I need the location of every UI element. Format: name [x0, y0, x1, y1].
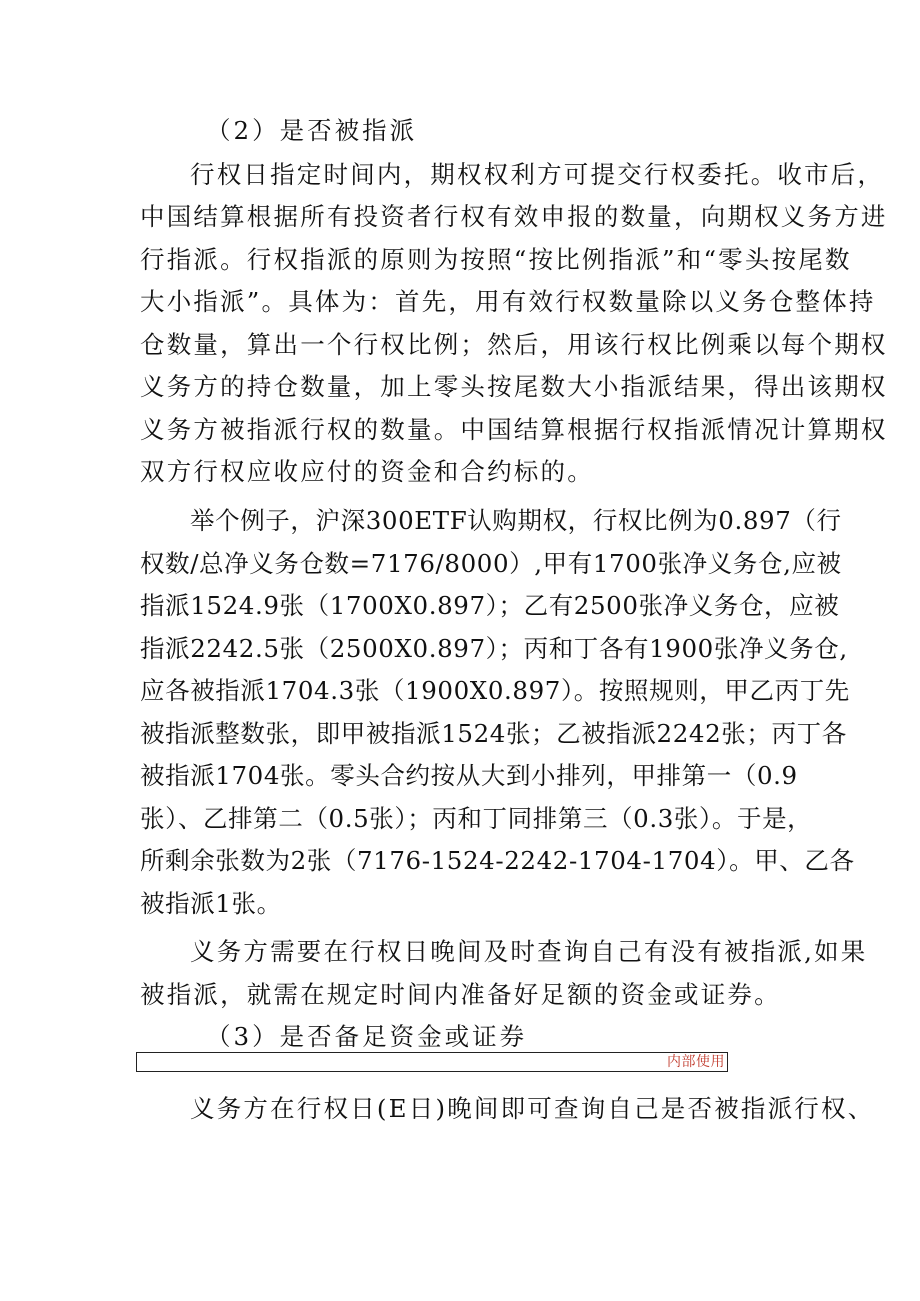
paragraph-1-line: 行权日指定时间内，期权权利方可提交行权委托。收市后， [190, 160, 885, 189]
paragraph-2-line: 指派1524.9张（1700X0.897）；乙有2500张净义务仓，应被 [140, 591, 840, 620]
internal-use-footer [136, 1052, 728, 1072]
paragraph-2-line: 所剩余张数为2张（7176-1524-2242-1704-1704）。甲、乙各 [140, 846, 855, 875]
paragraph-3-line: 义务方需要在行权日晚间及时查询自己有没有被指派,如果 [190, 937, 868, 966]
paragraph-1-line: 双方行权应收应付的资金和合约标的。 [140, 457, 594, 486]
paragraph-1-line: 中国结算根据所有投资者行权有效申报的数量，向期权义务方进 [140, 202, 888, 231]
paragraph-2-line: 应各被指派1704.3张（1900X0.897）。按照规则，甲乙丙丁先 [140, 676, 850, 705]
paragraph-1-line: 义务方被指派行权的数量。中国结算根据行权指派情况计算期权 [140, 415, 888, 444]
paragraph-2-line: 举个例子，沪深300ETF认购期权，行权比例为0.897（行 [190, 506, 842, 535]
paragraph-4-line: 义务方在行权日(E日)晚间即可查询自己是否被指派行权、 [190, 1094, 875, 1123]
paragraph-2-line: 指派2242.5张（2500X0.897）；丙和丁各有1900张净义务仓, [140, 634, 848, 663]
paragraph-2-line: 被指派整数张，即甲被指派1524张；乙被指派2242张；丙丁各 [140, 719, 847, 748]
section-heading-2: （2）是否被指派 [206, 116, 418, 145]
internal-use-label: 内部使用 [667, 1054, 725, 1070]
paragraph-1-line: 大小指派”。具体为：首先，用有效行权数量除以义务仓整体持 [140, 287, 876, 316]
paragraph-2-line: 权数/总净义务仓数=7176/8000）,甲有1700张净义务仓,应被 [140, 549, 842, 578]
paragraph-1-line: 义务方的持仓数量，加上零头按尾数大小指派结果，得出该期权 [140, 372, 888, 401]
paragraph-2-line: 被指派1张。 [140, 889, 282, 918]
paragraph-2-line: 张）、乙排第二（0.5张）；丙和丁同排第三（0.3张）。于是， [140, 804, 813, 833]
paragraph-1-line: 仓数量，算出一个行权比例；然后，用该行权比例乘以每个期权 [140, 330, 888, 359]
paragraph-1-line: 行指派。行权指派的原则为按照“按比例指派”和“零头按尾数 [140, 245, 852, 274]
paragraph-3-line: 被指派，就需在规定时间内准备好足额的资金或证券。 [140, 980, 781, 1009]
section-heading-3: （3）是否备足资金或证券 [206, 1022, 528, 1051]
paragraph-2-line: 被指派1704张。零头合约按从大到小排列，甲排第一（0.9 [140, 761, 798, 790]
